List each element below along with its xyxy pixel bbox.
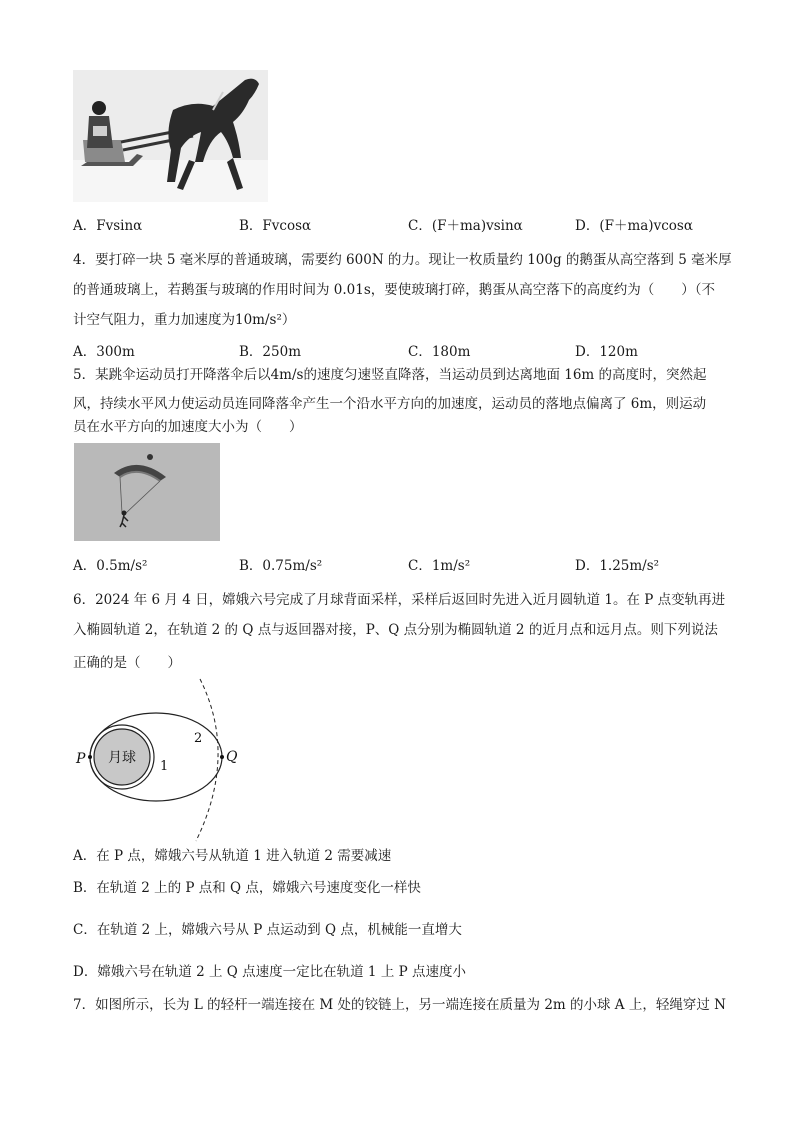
q5-option-c: C．1m/s² [408, 558, 471, 574]
label-q: Q [226, 749, 238, 765]
q5-stem-line-3: 员在水平方向的加速度大小为（ ） [73, 419, 303, 435]
q4-option-b: B．250m [239, 344, 301, 360]
q5-option-b: B．0.75m/s² [239, 558, 323, 574]
q6-option-b: B．在轨道 2 上的 P 点和 Q 点，嫦娥六号速度变化一样快 [73, 880, 421, 896]
orbit-diagram [70, 675, 250, 845]
q3-option-d: D．(F＋ma)vcosα [575, 218, 693, 234]
parachute-photo [74, 443, 220, 541]
q5-option-d: D．1.25m/s² [575, 558, 660, 574]
q4-option-a: A．300m [73, 344, 135, 360]
point-p [88, 755, 92, 759]
point-q [220, 755, 224, 759]
label-p: P [76, 751, 86, 767]
horse-sleigh-photo [73, 70, 268, 202]
q3-option-c: C．(F＋ma)vsinα [408, 218, 523, 234]
q6-stem-line-2: 入椭圆轨道 2，在轨道 2 的 Q 点与返回器对接，P、Q 点分别为椭圆轨道 2 的近月点和远月点。则下列说法 [73, 622, 718, 638]
moon-label: 月球 [108, 750, 136, 766]
q6-stem-line-1: 6．2024 年 6 月 4 日，嫦娥六号完成了月球背面采样，采样后返回时先进入近月圆轨道 1。在 P 点变轨再进 [73, 592, 726, 608]
q5-stem-line-1: 5．某跳伞运动员打开降落伞后以4m/s的速度匀速竖直降落，当运动员到达离地面 16m 的高度时，突然起 [73, 367, 707, 383]
q4-stem-line-2: 的普通玻璃上，若鹅蛋与玻璃的作用时间为 0.01s，要使玻璃打碎，鹅蛋从高空落下的高度约为（ ）（不 [73, 282, 716, 298]
q4-stem-line-1: 4．要打碎一块 5 毫米厚的普通玻璃，需要约 600N 的力。现让一枚质量约 100g 的鹅蛋从高空落到 5 毫米厚 [73, 252, 732, 268]
q6-stem-line-3: 正确的是（ ） [73, 655, 181, 671]
q6-option-c: C．在轨道 2 上，嫦娥六号从 P 点运动到 Q 点，机械能一直增大 [73, 922, 462, 938]
q4-option-d: D．120m [575, 344, 638, 360]
q5-stem-line-2: 风，持续水平风力使运动员连同降落伞产生一个沿水平方向的加速度，运动员的落地点偏离了 6m，则运动 [73, 396, 707, 412]
q3-option-a: A．Fvsinα [73, 218, 143, 234]
q4-stem-line-3: 计空气阻力，重力加速度为10m/s²） [73, 312, 296, 328]
q6-option-a: A．在 P 点，嫦娥六号从轨道 1 进入轨道 2 需要减速 [73, 848, 392, 864]
q6-option-d: D．嫦娥六号在轨道 2 上 Q 点速度一定比在轨道 1 上 P 点速度小 [73, 964, 466, 980]
label-orbit-2: 2 [194, 731, 203, 746]
q5-option-a: A．0.5m/s² [73, 558, 148, 574]
q3-option-b: B．Fvcosα [239, 218, 312, 234]
q4-option-c: C．180m [408, 344, 471, 360]
label-orbit-1: 1 [160, 759, 169, 774]
q7-stem-line-1: 7．如图所示，长为 L 的轻杆一端连接在 M 处的铰链上，另一端连接在质量为 2m 的小球 A 上，轻绳穿过 N [73, 997, 726, 1013]
